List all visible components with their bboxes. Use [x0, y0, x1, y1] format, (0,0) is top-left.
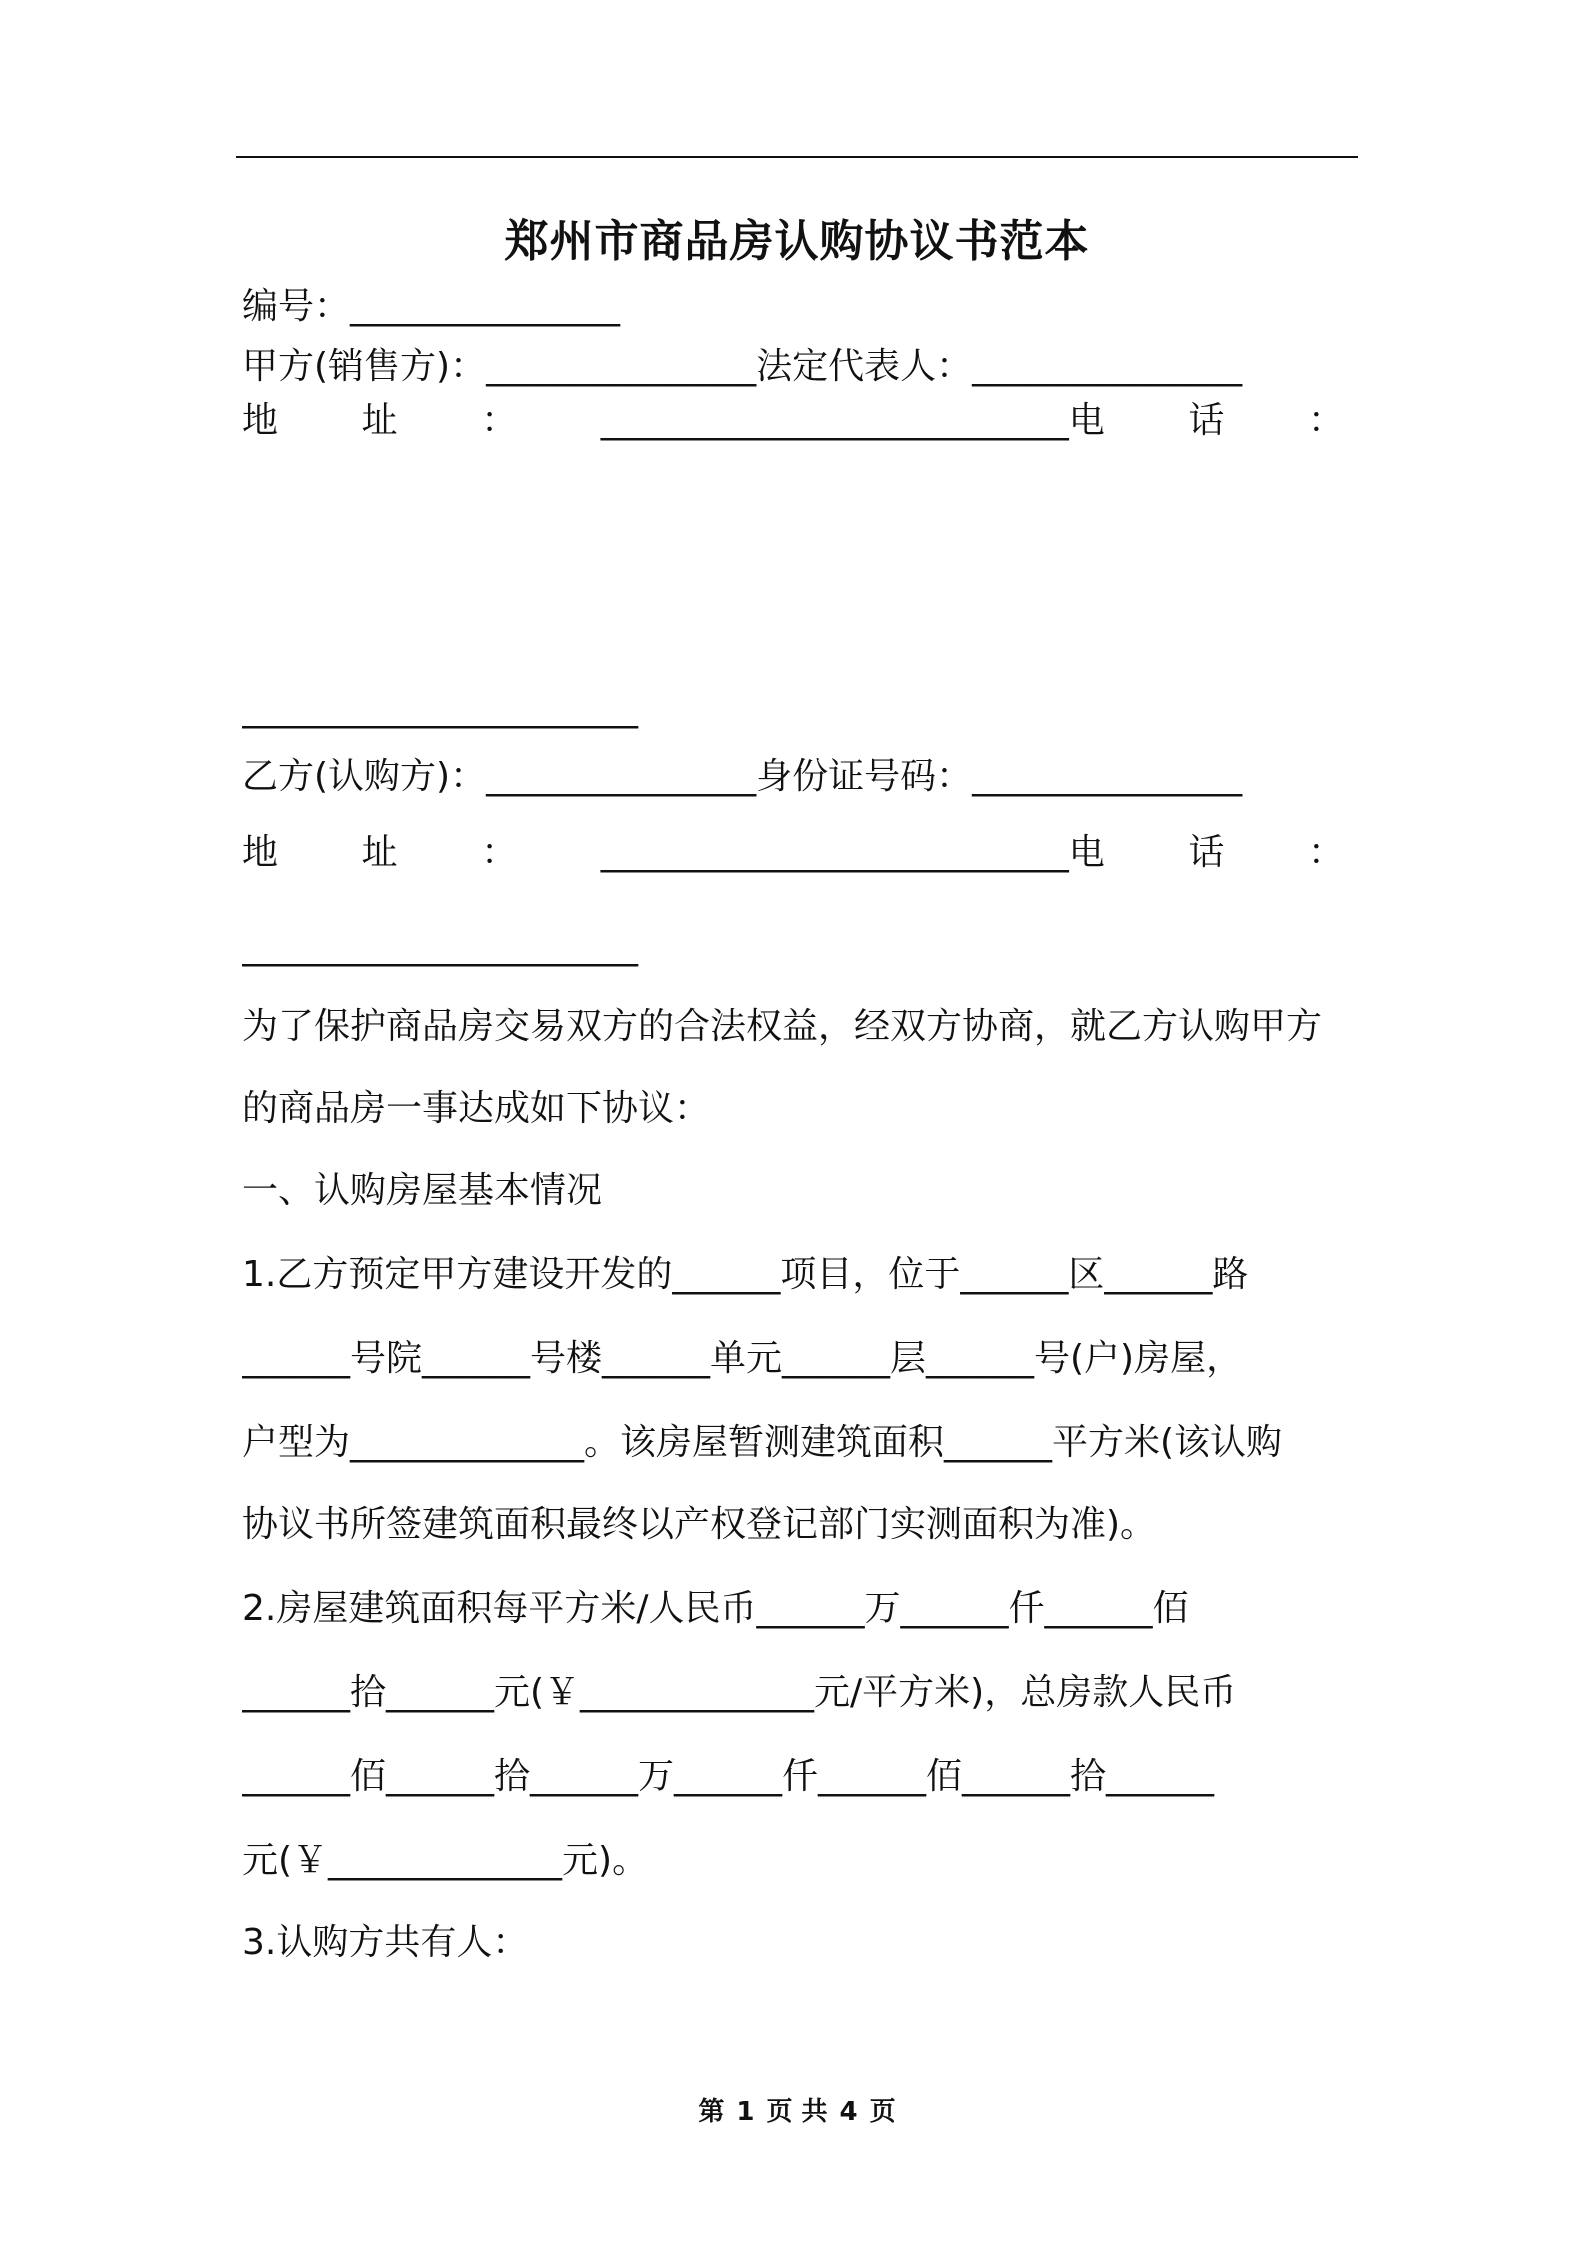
- field-party-b-phone: ______________________: [242, 926, 638, 967]
- address-label-char-2: 址: [361, 832, 398, 873]
- phone-label-char-2: 话: [1188, 400, 1225, 441]
- address-label-char-2: 址: [361, 400, 398, 441]
- phone-colon: ：: [1307, 400, 1344, 441]
- footer-middle: 页 共: [766, 2097, 828, 2127]
- item-1-line-1: 1.乙方预定甲方建设开发的______项目，位于______区______路: [242, 1254, 1249, 1295]
- address-colon: ：: [481, 400, 518, 441]
- item-2-line-3: ______佰______拾______万______仟______佰______拾______: [242, 1756, 1214, 1797]
- footer-total-pages: 4: [839, 2097, 858, 2127]
- field-party-a-phone: ______________________: [242, 688, 638, 729]
- phone-label-char-2: 话: [1188, 832, 1225, 873]
- page-footer: [236, 2092, 1358, 2132]
- field-party-a-address: [242, 396, 1344, 446]
- footer-page-number: 1: [736, 2097, 755, 2127]
- header-rule: [236, 156, 1358, 158]
- field-party-a: 甲方(销售方)：_______________法定代表人：_______________: [242, 346, 1243, 387]
- item-2-line-2: ______拾______元(￥_____________元/平方米)，总房款人民币: [242, 1672, 1237, 1713]
- item-1-line-3: 户型为_____________。该房屋暂测建筑面积______平方米(该认购: [242, 1422, 1283, 1463]
- address-colon: ：: [481, 832, 518, 873]
- item-2-line-1: 2.房屋建筑面积每平方米/人民币______万______仟______佰: [242, 1588, 1189, 1629]
- field-party-b-address: [242, 828, 1344, 878]
- intro-line-1: 为了保护商品房交易双方的合法权益，经双方协商，就乙方认购甲方: [242, 1006, 1323, 1047]
- footer-suffix: 页: [869, 2097, 896, 2127]
- field-party-b: 乙方(认购方)：_______________身份证号码：_______________: [242, 756, 1243, 797]
- phone-colon: ：: [1307, 832, 1344, 873]
- item-2-line-4: 元(￥_____________元)。: [242, 1840, 649, 1881]
- document-title: 郑州市商品房认购协议书范本: [504, 216, 1090, 267]
- footer-prefix: 第: [698, 2097, 725, 2127]
- address-label-char-1: 地: [242, 400, 279, 441]
- intro-line-2: 的商品房一事达成如下协议：: [242, 1088, 711, 1129]
- item-1-line-4: 协议书所签建筑面积最终以产权登记部门实测面积为准)。: [242, 1504, 1157, 1545]
- item-1-line-2: ______号院______号楼______单元______层______号(户)房屋，: [242, 1338, 1243, 1379]
- field-number: 编号：_______________: [242, 286, 621, 327]
- address-blank-phone-label: __________________________电: [600, 400, 1105, 441]
- address-label-char-1: 地: [242, 832, 279, 873]
- item-3: 3.认购方共有人：: [242, 1922, 529, 1963]
- section-heading-1: 一、认购房屋基本情况: [242, 1170, 603, 1211]
- address-blank-phone-label: __________________________电: [600, 832, 1105, 873]
